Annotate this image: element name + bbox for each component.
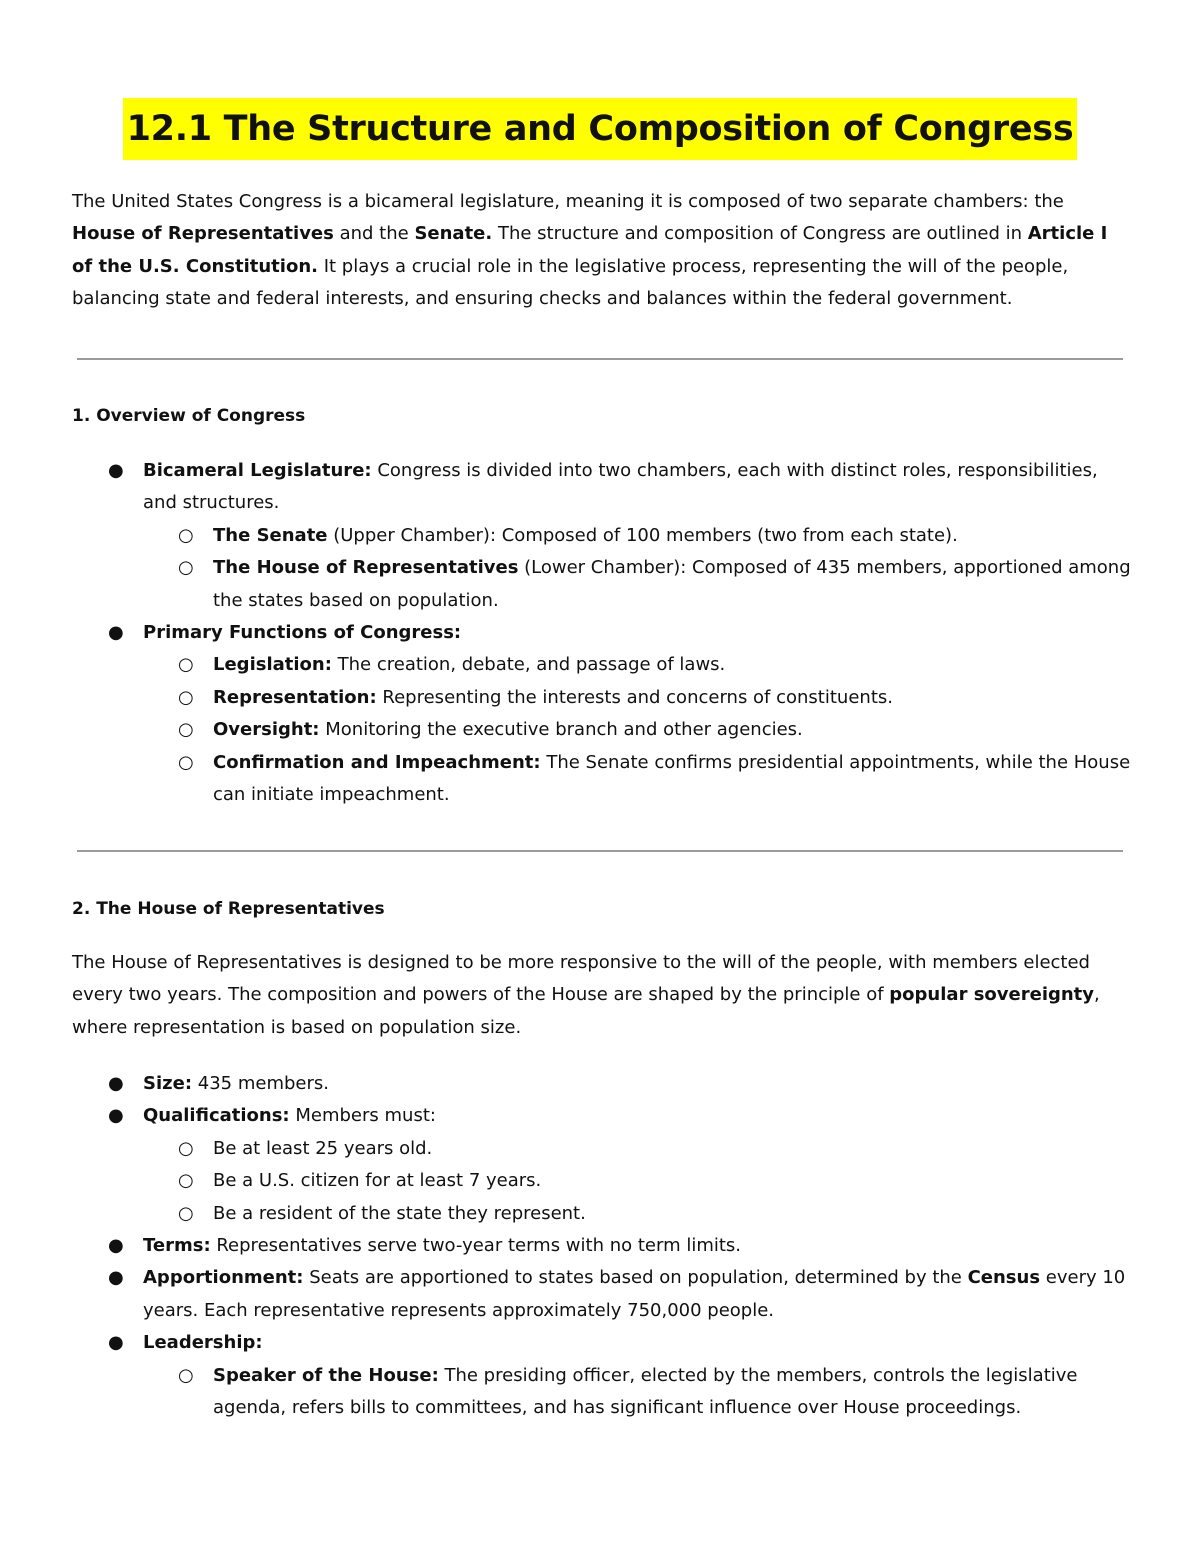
bullet-icon: ● xyxy=(108,622,124,644)
bullet-icon: ● xyxy=(108,1267,124,1289)
divider-1 xyxy=(77,358,1123,360)
intro-bold-senate: Senate. xyxy=(414,223,493,245)
section-2-paragraph xyxy=(72,947,1132,1044)
para-bold-sovereignty: popular sovereignty xyxy=(889,984,1095,1006)
bullet-icon: ● xyxy=(108,1073,124,1094)
list-item-speaker xyxy=(0,1360,1133,1425)
list-item-functions xyxy=(0,617,1133,649)
item-label: Terms: xyxy=(143,1235,211,1257)
list-item-senate xyxy=(0,520,1133,552)
list-item-terms xyxy=(0,1230,1133,1262)
item-text: The Senate confirms presidential appointments, while the House can initiate impeachment. xyxy=(213,751,1131,806)
list-item-qualifications xyxy=(0,1100,1133,1132)
intro-bold-article: Article I of the U.S. Constitution. xyxy=(72,223,1108,277)
item-text: (Lower Chamber): Composed of 435 members, apportioned among the states based on population. xyxy=(213,557,1131,611)
item-text-1: Seats are apportioned to states based on population, determined by the xyxy=(303,1267,968,1289)
item-text: Representing the interests and concerns of constituents. xyxy=(376,686,893,708)
bullet-icon: ● xyxy=(108,1105,124,1127)
bullet-icon: ● xyxy=(108,460,124,481)
item-label: Leadership: xyxy=(143,1332,263,1354)
circle-bullet-icon: ○ xyxy=(178,719,194,741)
item-label: Primary Functions of Congress: xyxy=(143,622,462,644)
item-label: The Senate xyxy=(213,524,328,546)
intro-text-1: The United States Congress is a bicameral legislature, meaning it is composed of two separate chambers: the xyxy=(72,191,1064,212)
circle-bullet-icon: ○ xyxy=(178,524,194,546)
circle-bullet-icon: ○ xyxy=(178,557,194,579)
item-label: Apportionment: xyxy=(143,1267,304,1289)
list-item-qualification-resident xyxy=(0,1198,1133,1230)
item-text: Be at least 25 years old. xyxy=(213,1137,433,1159)
divider-2 xyxy=(77,850,1123,852)
section-2-list xyxy=(0,1068,1200,1424)
section-1-list xyxy=(0,455,1200,811)
list-item-house xyxy=(0,552,1133,617)
item-text: Monitoring the executive branch and other agencies. xyxy=(319,719,803,741)
item-label: Speaker of the House: xyxy=(213,1364,439,1386)
item-label: Size: xyxy=(143,1073,193,1094)
list-item-leadership xyxy=(0,1327,1133,1359)
intro-text-3: The structure and composition of Congress are outlined in xyxy=(492,223,1028,245)
item-label: The House of Representatives xyxy=(213,557,519,579)
para-text-1: The House of Representatives is designed to be more responsive to the will of the people, with members elected every two years. The composition and powers of the House are shaped by the principle of xyxy=(72,952,1090,1006)
item-label: Qualifications: xyxy=(143,1105,290,1127)
circle-bullet-icon: ○ xyxy=(178,751,194,773)
list-item-representation xyxy=(0,682,1133,714)
item-text: Be a U.S. citizen for at least 7 years. xyxy=(213,1170,542,1192)
circle-bullet-icon: ○ xyxy=(178,1364,194,1386)
item-text: 435 members. xyxy=(192,1073,329,1094)
list-item-qualification-age xyxy=(0,1133,1133,1165)
para-text-2: , where representation is based on population size. xyxy=(72,984,1100,1038)
bullet-icon: ● xyxy=(108,1235,124,1257)
circle-bullet-icon: ○ xyxy=(178,1137,194,1159)
intro-paragraph xyxy=(72,186,1132,316)
bullet-icon: ● xyxy=(108,1332,124,1354)
intro-bold-house: House of Representatives xyxy=(72,223,334,245)
intro-text-2: and the xyxy=(333,223,415,245)
list-item-oversight xyxy=(0,714,1133,746)
circle-bullet-icon: ○ xyxy=(178,1170,194,1192)
list-item-apportionment xyxy=(0,1262,1133,1327)
list-item-confirmation xyxy=(0,747,1133,812)
list-item-bicameral xyxy=(0,455,1133,520)
item-text: (Upper Chamber): Composed of 100 members (two from each state). xyxy=(327,524,958,546)
item-label: Legislation: xyxy=(213,654,332,676)
list-item-qualification-citizen xyxy=(0,1165,1133,1197)
title-container xyxy=(0,98,1200,160)
item-text: Representatives serve two-year terms with no term limits. xyxy=(210,1235,742,1257)
list-item-legislation xyxy=(0,649,1133,681)
circle-bullet-icon: ○ xyxy=(178,654,194,676)
page-title: 12.1 The Structure and Composition of Congress xyxy=(123,98,1078,160)
item-bold-census: Census xyxy=(967,1267,1041,1289)
item-text: The creation, debate, and passage of laws. xyxy=(331,654,726,676)
intro-text-4: It plays a crucial role in the legislative process, representing the will of the people, balancing state and federal interests, and ensuring checks and balances within the federal government. xyxy=(72,255,1069,310)
list-item-size xyxy=(0,1068,1133,1100)
item-label: Oversight: xyxy=(213,719,320,741)
item-text: Members must: xyxy=(289,1105,436,1127)
item-label: Bicameral Legislature: xyxy=(143,460,372,481)
item-text-2: every 10 years. Each representative represents approximately 750,000 people. xyxy=(143,1267,1126,1321)
section-2-heading: 2. The House of Representatives xyxy=(72,899,385,919)
circle-bullet-icon: ○ xyxy=(178,1202,194,1224)
item-label: Confirmation and Impeachment: xyxy=(213,751,541,773)
circle-bullet-icon: ○ xyxy=(178,686,194,708)
item-label: Representation: xyxy=(213,686,377,708)
item-text: Be a resident of the state they represent. xyxy=(213,1202,586,1224)
section-1-heading: 1. Overview of Congress xyxy=(72,406,306,426)
item-text: Congress is divided into two chambers, each with distinct roles, responsibilities, and structures. xyxy=(143,460,1098,514)
item-text: The presiding officer, elected by the members, controls the legislative agenda, refers bills to committees, and has significant influence over House proceedings. xyxy=(213,1364,1078,1419)
